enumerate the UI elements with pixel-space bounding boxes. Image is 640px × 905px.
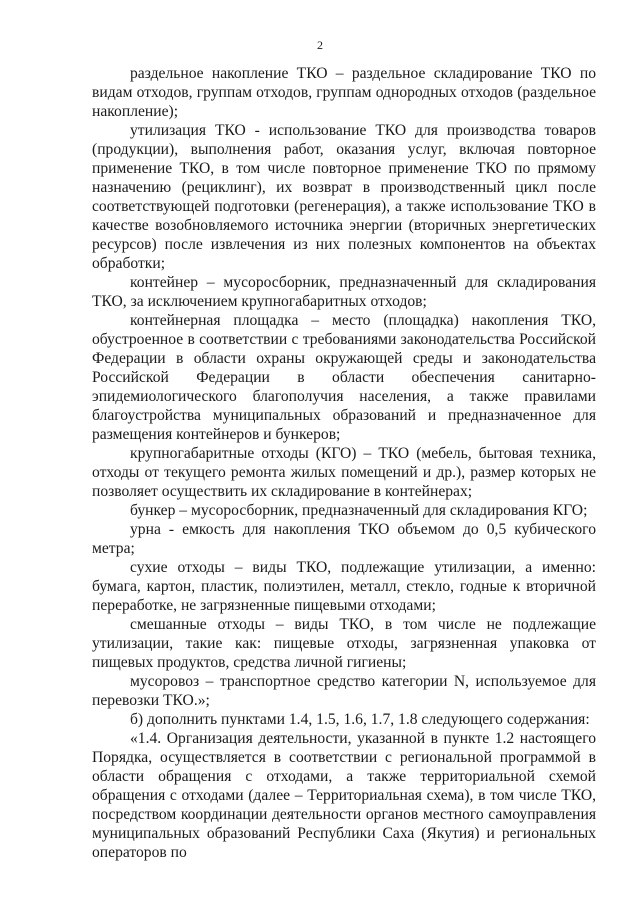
page-number: 2 <box>317 38 323 52</box>
paragraph-garbage-truck: мусоровоз – транспортное средство категории N, используемое для перевозки ТКО.»; <box>92 673 596 709</box>
paragraph-bulky-waste: крупногабаритные отходы (КГО) – ТКО (мебель, бытовая техника, отходы от текущего ремонта жилых помещений и др.), размер которых не позволяет осуществить их складирование в контейнерах; <box>92 445 596 500</box>
paragraph-urn: урна - емкость для накопления ТКО объемом до 0,5 кубического метра; <box>92 521 596 557</box>
paragraph-separate-accumulation: раздельное накопление ТКО – раздельное складирование ТКО по видам отходов, группам отходов, группам однородных отходов (раздельное накопление); <box>92 65 596 120</box>
paragraph-dry-waste: сухие отходы – виды ТКО, подлежащие утилизации, а именно: бумага, картон, пластик, полиэтилен, металл, стекло, годные к вторичной переработке, не загрязненные пищевыми отходами; <box>92 559 596 614</box>
paragraph-container-site: контейнерная площадка – место (площадка) накопления ТКО, обустроенное в соответствии с требованиями законодательства Российской Федерации в области охраны окружающей среды и законодательства Российской Федерации в области обеспечения санитарно-эпидемиологического благополучия населения, а также правилами благоустройства муниципальных образований и предназначенное для размещения контейнеров и бункеров; <box>92 312 596 443</box>
paragraph-clause-1-4: «1.4. Организация деятельности, указанной в пункте 1.2 настоящего Порядка, осуществляется в соответствии с региональной программой в области обращения с отходами, а также территориальной схемой обращения с отходами (далее – Территориальная схема), в том числе ТКО, посредством координации деятельности органов местного самоуправления муниципальных образований Республики Саха (Якутия) и региональных операторов по <box>92 730 596 861</box>
paragraph-bunker: бункер – мусоросборник, предназначенный для складирования КГО; <box>130 502 588 519</box>
paragraph-amendment-b: б) дополнить пунктами 1.4, 1.5, 1.6, 1.7, 1.8 следующего содержания: <box>130 711 590 728</box>
paragraph-container: контейнер – мусоросборник, предназначенный для складирования ТКО, за исключением крупногабаритных отходов; <box>92 274 596 310</box>
document-body <box>92 64 596 862</box>
paragraph-mixed-waste: смешанные отходы – виды ТКО, в том числе не подлежащие утилизации, такие как: пищевые отходы, загрязненная упаковка от пищевых продуктов, средства личной гигиены; <box>92 616 596 671</box>
paragraph-tko-utilization: утилизация ТКО - использование ТКО для производства товаров (продукции), выполнения работ, оказания услуг, включая повторное применение ТКО, в том числе повторное применение ТКО по прямому назначению (рециклинг), их возврат в производственный цикл после соответствующей подготовки (регенерация), а также использование ТКО в качестве возобновляемого источника энергии (вторичных энергетических ресурсов) после извлечения из них полезных компонентов на объектах обработки; <box>92 122 596 272</box>
